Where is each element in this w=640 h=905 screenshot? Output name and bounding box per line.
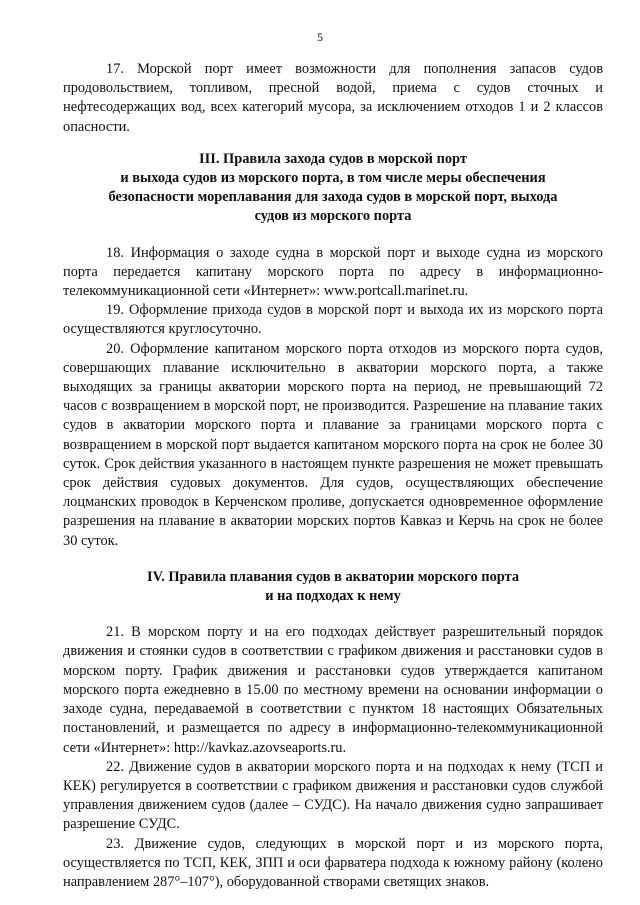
paragraph-19: 19. Оформление прихода судов в морской порт и выхода их из морского порта осуществляются круглосуточно.	[63, 302, 603, 338]
document-body	[63, 60, 603, 892]
section-iii-title-line-1: III. Правила захода судов в морской порт	[199, 150, 467, 167]
section-iii-title-line-2: и выхода судов из морского порта, в том числе меры обеспечения	[120, 170, 546, 187]
section-heading-iii	[63, 150, 603, 227]
paragraph-21: 21. В морском порту и на его подходах действует разрешительный порядок движения и стоянки судов в соответствии с графиком движения и расстановки судов в морском порту. График движения и расстановки судов утверждается капитаном морского порта ежедневно в 15.00 по местному времени на основании информации о заходе судна, передаваемой в соответствии с пунктом 18 настоящих Обязательных постановлений, и размещается по адресу в информационно-телекоммуникационной сети «Интернет»: http://kavkaz.azovseaports.ru.	[63, 624, 603, 756]
section-heading-iv	[63, 568, 603, 606]
section-iv-title-line-2: и на подходах к нему	[265, 588, 401, 605]
page-number: 5	[317, 30, 323, 44]
paragraph-18: 18. Информация о заходе судна в морской порт и выходе судна из морского порта передается капитану морского порта по адресу в информационно-телекоммуникационной сети «Интернет»: www.portcall.marinet.ru.	[63, 244, 603, 300]
paragraph-23: 23. Движение судов, следующих в морской порт и из морского порта, осуществляется по ТСП, КЕК, ЗПП и оси фарватера подхода к южному району (колено направлением 287°–107°), оборудованной створами светящих знаков.	[63, 835, 603, 890]
paragraph-22: 22. Движение судов в акватории морского порта и на подходах к нему (ТСП и КЕК) регулируется в соответствии с графиком движения и расстановки судов службой управления движением судов (далее – СУДС). На начало движения судно запрашивает разрешение СУДС.	[63, 758, 603, 833]
paragraph-17: 17. Морской порт имеет возможности для пополнения запасов судов продовольствием, топливом, пресной водой, приема с судов сточных и нефтесодержащих вод, всех категорий мусора, за исключением отходов 1 и 2 классов опасности.	[63, 61, 603, 135]
section-iii-title-line-4: судов из морского порта	[254, 208, 412, 225]
paragraph-20: 20. Оформление капитаном морского порта отходов из морского порта судов, совершающих плавание исключительно в акватории морского порта, а также выходящих за границы акватории морского порта на период, не превышающий 72 часов с возвращением в морской порт, не производится. Разрешение на плавание таких судов в акватории морского порта и плавание за границами морского порта с возвращением в морской порт выдается капитаном морского порта на срок не более 30 суток. Срок действия указанного в настоящем пункте разрешения не может превышать срок действия судовых документов. Для судов, осуществляющих обеспечение лоцманских проводок в Керченском проливе, допускается одновременное оформление разрешения на плавание в акватории морских портов Кавказ и Керчь на срок не более 30 суток.	[63, 340, 603, 549]
section-iii-title-line-3: безопасности мореплавания для захода судов в морской порт, выхода	[108, 189, 558, 206]
section-iv-title-line-1: IV. Правила плавания судов в акватории морского порта	[146, 568, 520, 585]
